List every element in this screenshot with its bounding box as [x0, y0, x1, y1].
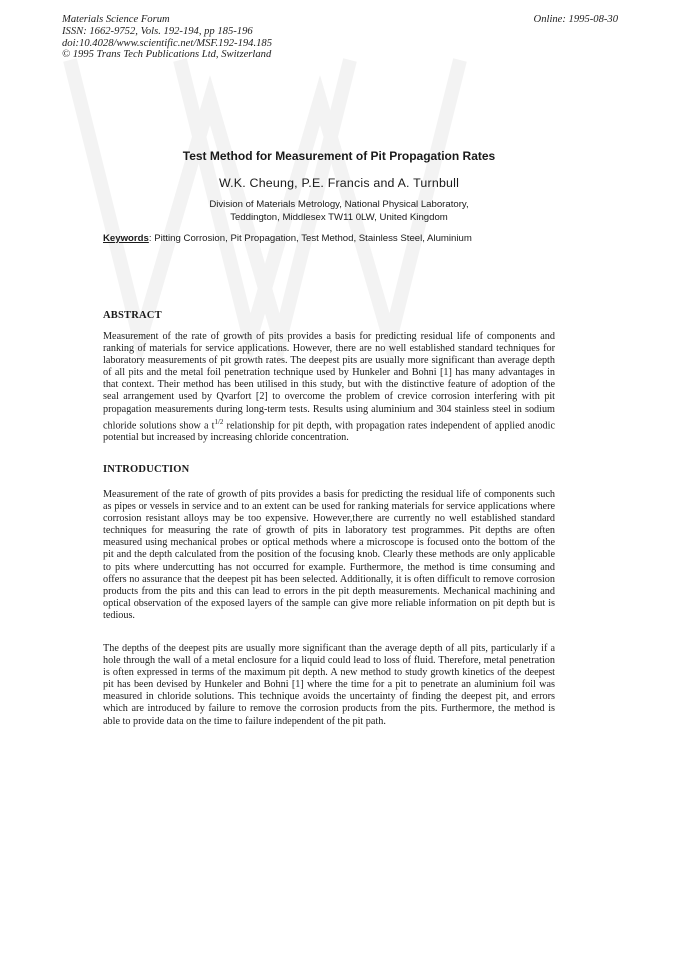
abstract-text-end: relationship for pit depth, with propagation rates independent of applied anodic potential but increased by increasing chloride concentration.: [103, 420, 555, 444]
copyright-line: © 1995 Trans Tech Publications Ltd, Switzerland: [62, 49, 272, 61]
paper-title: Test Method for Measurement of Pit Propagation Rates: [182, 149, 496, 163]
keywords: [103, 233, 472, 244]
journal-header: [62, 14, 272, 61]
introduction-paragraph-2: The depths of the deepest pits are usually more significant than the average depth of all pits, particularly if a hole through the wall of a metal enclosure for a liquid could lead to loss of fluid. Therefore, metal penetration is often expressed in terms of the maximum pit depth. A new method to study growth kinetics of the deepest pit has been devised by Hunkeler and Bohni [1] where the time for a pit to penetrate an aluminium foil was measured in chloride solutions. This technique avoids the uncertainty of finding the deepest pit, and errors which are introduced by failure to remove the corrosion products from the pits. Furthermore, the method is able to provide data on the time to failure independent of the pit path.: [103, 643, 555, 727]
affiliation-line-1: Division of Materials Metrology, National Physical Laboratory,: [209, 199, 469, 210]
introduction-paragraph-1: Measurement of the rate of growth of pits provides a basis for predicting the residual life of components such as pipes or vessels in service and to an extent can be used for ranking materials for service applications where corrosion resistant alloys may be too expensive. However,there are currently no well established standard techniques for measuring the rate of growth of pits in laboratory test programmes. Pit depths are often measured using mechanical probes or optical methods where a microscope is focused onto the bottom of the pit and the depth calculated from the position of the focusing knob. Clearly these methods are only applicable to pits where undercutting has not occurred for example. Furthermore, the method is time consuming and offers no assurance that the deepest pit has been selected. Additionally, it is often difficult to remove corrosion products from the pits and this can lead to errors in the pit depth measurements. Mechanical machining and optical observation of the exposed layers of the sample can give more reliable information on pit depth but is tedious.: [103, 489, 555, 621]
abstract-text: [103, 331, 555, 444]
abstract-text-main: Measurement of the rate of growth of pits provides a basis for predicting residual life of components and ranking of materials for service applications. However, there are no well established standard techniques for laboratory measurements of pit growth rates. The deepest pits are usually more significant than average depth of all pits and the metal foil penetration technique used by Hunkeler and Bohni [1] has many advantages in that context. Their method has been utilised in this study, but with the distinctive feature of adoption of the seal arrangement used by Qvarfort [2] to overcome the problem of crevice corrosion interfering with pit propagation measurements during long-term tests. Results using aluminium and 304 stainless steel in sodium chloride solutions show a t: [103, 331, 555, 432]
online-date: Online: 1995-08-30: [533, 14, 618, 25]
abstract-heading: ABSTRACT: [103, 310, 162, 321]
introduction-heading: INTRODUCTION: [103, 464, 190, 475]
doi-line[interactable]: doi:10.4028/www.scientific.net/MSF.192-194.185: [62, 37, 272, 49]
keywords-label: Keywords: [103, 233, 149, 244]
keywords-text: : Pitting Corrosion, Pit Propagation, Test Method, Stainless Steel, Aluminium: [148, 233, 472, 244]
paper-authors: W.K. Cheung, P.E. Francis and A. Turnbull: [218, 176, 460, 190]
issn-line: ISSN: 1662-9752, Vols. 192-194, pp 185-196: [62, 25, 253, 37]
affiliation: [0, 198, 678, 224]
journal-name: Materials Science Forum: [62, 14, 170, 25]
abstract-superscript: 1/2: [214, 417, 224, 426]
affiliation-line-2: Teddington, Middlesex TW11 0LW, United Kingdom: [230, 212, 448, 223]
